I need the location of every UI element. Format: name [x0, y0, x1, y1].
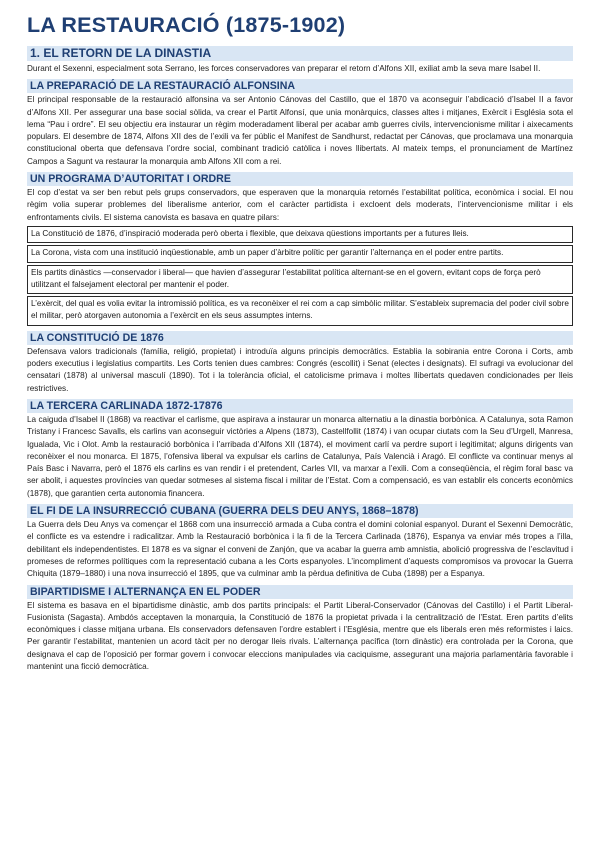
section-heading-programa: UN PROGRAMA D’AUTORITAT I ORDRE	[27, 172, 573, 186]
section-heading-carlinada: LA TERCERA CARLINADA 1872-17876	[27, 399, 573, 413]
section-text-cubana: La Guerra dels Deu Anys va començar el 1868 com una insurrecció armada a Cuba contra el domini colonial espanyol. Durant el Sexenni Democràtic, el conflicte es va estendre i radicalitzar. Amb la Restauració borbònica i la fi de la Tercera Carlinada (1876), Espanya va enviar més tropes a l’illa, debilitant els independentistes. El 1878 es va signar el conveni de Zanjón, que va acabar la guerra amb amnistia, abolició progressiva de l’esclavitud i promeses de reformes polítiques com la representació cubana a les Corts espanyoles. L’incompliment d’aquests compromisos va provocar la Guerra Chiquita (1879–1880) i una nova insurrecció el 1895, que va culminar amb la pèrdua definitiva de Cuba (1898) per a Espanya.	[27, 520, 573, 579]
pillar-box-exercit: L’exèrcit, del qual es volia evitar la intromissió política, es va reconèixer el rei com a cap simbòlic militar. S’estableix supremacia del poder civil sobre el militar, però atorgaven autonomia a l’exèrcit en els seus assumptes interns.	[27, 296, 573, 326]
section-text-bipartidisme: El sistema es basava en el bipartidisme dinàstic, amb dos partits principals: el Partit Liberal-Conservador (Cánovas del Castillo) i el Partit Liberal-Fusionista (Sagasta). Ambdós acceptaven la monarquia, la Constitució de 1876 la propietat privada i la centralització de l’Estat. Eren partits d’elits econòmiques i classe mitjana urbana. Els conservadors defensaven l’ordre establert i l’Església, mentre que els liberals eren més reformistes i laics. Per garantir l’estabilitat, mantenien un acord tàcit per no derogar lleis rivals. L’alternança pacífica (torn dinàstic) era controlada per la Corona, que designava el cap de l’oposició per formar govern i convocar eleccions manipulades via caciquisme, assegurant una majoria parlamentària favorable i mantenint una ficció democràtica.	[27, 600, 573, 671]
section-heading-preparacio: LA PREPARACIÓ DE LA RESTAURACIÓ ALFONSINA	[27, 79, 573, 93]
page-title: LA RESTAURACIÓ (1875-1902)	[27, 13, 346, 37]
section-text-constitucio: Defensava valors tradicionals (família, religió, propietat) i introduïa alguns principis democràtics. Establia la sobirania entre Corona i Corts, amb poders executius i legislatius compartits. Les Corts tenien dues cambres: Congrés (escollit) i Senat (electes i designats). El sufragi va evolucionar del censatari (1878) al universal masculí (1890). Tot i la tolerància oficial, el catolicisme primava i moltes llibertats quedaven condicionades per lleis restrictives.	[27, 346, 573, 393]
section-heading-cubana: EL FI DE LA INSURRECCIÓ CUBANA (GUERRA DELS DEU ANYS, 1868–1878)	[27, 504, 573, 518]
pillars-list	[27, 226, 573, 326]
section-heading-bipartidisme: BIPARTIDISME I ALTERNANÇA EN EL PODER	[27, 585, 573, 599]
section-text-carlinada: La caiguda d’Isabel II (1868) va reactivar el carlisme, que aspirava a instaurar un monarca alternatiu a la dinastia borbònica. A Catalunya, sota Ramon Tristany i Francesc Savalls, els carlins van aconseguir victòries a Alpens (1873), Castellfollit (1874) i van ocupar ciutats com la Seu d’Urgell, Manresa, Igualada, Vic i Olot. Amb la restauració borbònica i l’arribada d’Alfons XII (1874), el moviment carlí va perdre suport i legitimitat; alguns dirigents van reconèixer el nou monarca. El 1875, l’ofensiva liberal va expulsar els carlins de Catalunya, País Valencià i Aragó. El conflicte va continuar menys al País Basc i Navarra, però el 1876 els carlins es van rendir i el pretendent, Carles VII, va marxar a l’exili. Com a conseqüència, el règim foral basc va ser abolit, i aquestes províncies van quedar sotmeses al sistema fiscal i militar de l’Estat. Com a compensació, es van establir els concerts econòmics (1878), que garantien certa autonomia financera.	[27, 414, 573, 498]
pillar-box-constitucio: La Constitució de 1876, d’inspiració moderada però oberta i flexible, que deixava qüestions importants per a futures lleis.	[27, 226, 573, 243]
section-text-programa: El cop d’estat va ser ben rebut pels grups conservadors, que esperaven que la monarquia retornés l’estabilitat política, econòmica i social. El nou règim volia superar problemes del liberalisme anterior, com el caràcter partidista i excloent dels moderats, l’intervencionisme militar i els enfrontaments civils. El sistema canovista es basava en quatre pilars:	[27, 188, 573, 222]
section-heading-constitucio: LA CONSTITUCIÓ DE 1876	[27, 331, 573, 345]
section-text-retorn: Durant el Sexenni, especialment sota Serrano, les forces conservadores van preparar el retorn d’Alfons XII, exiliat amb la seva mare Isabel II.	[27, 64, 541, 73]
section-text-preparacio: El principal responsable de la restauració alfonsina va ser Antonio Cánovas del Castillo, que el 1870 va aconseguir l’abdicació d’Isabel II a favor d’Alfons XII. Per assegurar una base social sòlida, va crear el Partit Alfonsí, que unia monàrquics, classes altes i mitjanes, Exèrcit i Església sota el lema “Pau i ordre”. El seu objectiu era instaurar un règim moderadament liberal per acabar amb guerres civils, intervencionisme militar i aixecaments populars. El desembre de 1874, Alfons XII des de l’exili va fer públic el Manifest de Sandhurst, redactat per Cánovas, que proclamava una monarquia constitucional oberta que defensava l’ordre social, combinant tradició catòlica i noves llibertats. Al mateix temps, el pronunciament de Martínez Campos a Sagunt va restaurar la monarquia amb Alfons XII com a rei.	[27, 95, 573, 166]
pillar-box-corona: La Corona, vista com una institució inqüestionable, amb un paper d’àrbitre polític per garantir l’alternança en el poder entre partits.	[27, 245, 573, 262]
section-heading-retorn: 1. EL RETORN DE LA DINASTIA	[27, 46, 573, 61]
pillar-box-partits: Els partits dinàstics —conservador i liberal— que havien d’assegurar l’estabilitat política alternant-se en el govern, evitant cops de força però utilitzant el falsejament electoral per mantenir el poder.	[27, 265, 573, 295]
